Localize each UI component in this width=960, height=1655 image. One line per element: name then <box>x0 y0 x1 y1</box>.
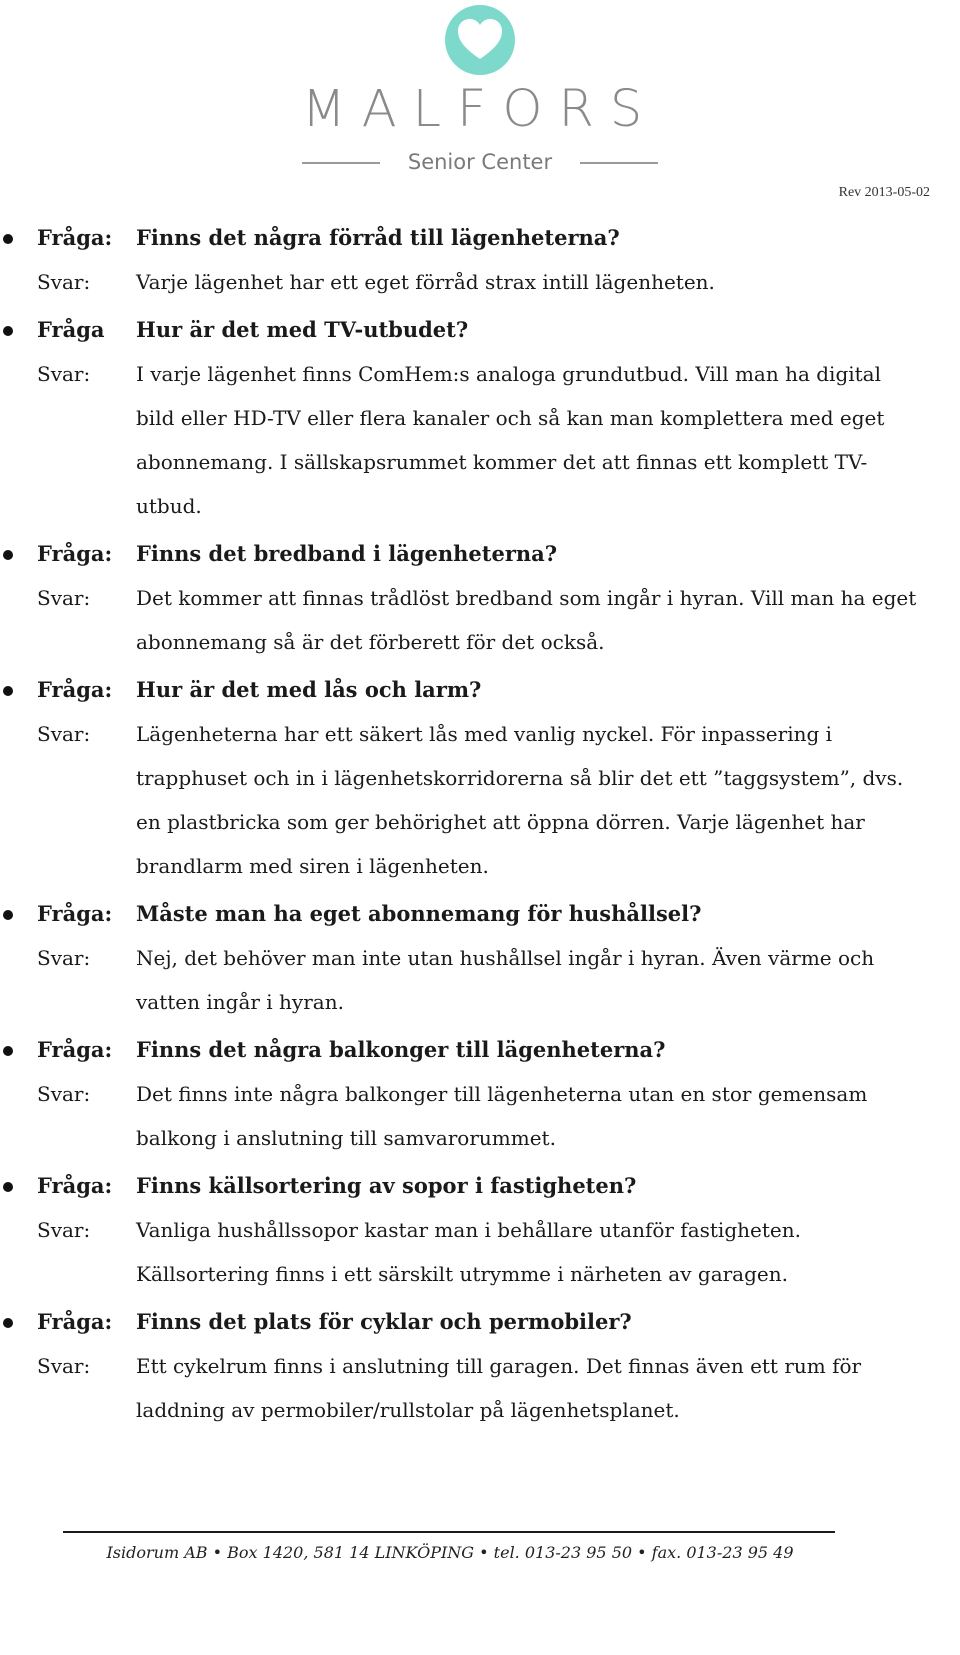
answer-text: Det finns inte några balkonger till lägenheterna utan en stor gemensam balkong i anslutning till samvarorummet. <box>136 1082 868 1150</box>
logo-subtitle-row <box>300 147 660 177</box>
question-label: Fråga: <box>37 901 113 926</box>
answer-label: Svar: <box>37 722 91 746</box>
question-label: Fråga: <box>37 1309 113 1334</box>
faq-answer-row <box>0 936 960 1024</box>
bullet-icon <box>3 686 13 696</box>
question-label: Fråga: <box>37 1037 113 1062</box>
bullet-icon <box>3 910 13 920</box>
answer-text: Ett cykelrum finns i anslutning till garagen. Det finnas även ett rum för laddning av permobiler/rullstolar på lägenhetsplanet. <box>136 1354 862 1422</box>
question-text: Finns källsortering av sopor i fastigheten? <box>136 1173 637 1198</box>
faq-question-row <box>0 1164 960 1208</box>
question-label: Fråga <box>37 317 105 342</box>
answer-label: Svar: <box>37 946 91 970</box>
question-label: Fråga: <box>37 541 113 566</box>
faq-item <box>0 1028 960 1160</box>
question-text: Finns det några förråd till lägenheterna? <box>136 225 620 250</box>
question-text: Finns det plats för cyklar och permobiler? <box>136 1309 632 1334</box>
faq-item <box>0 668 960 888</box>
question-text: Finns det några balkonger till lägenheterna? <box>136 1037 666 1062</box>
answer-text: I varje lägenhet finns ComHem:s analoga grundutbud. Vill man ha digital bild eller HD-TV eller flera kanaler och så kan man komplettera med eget abonnemang. I sällskapsrummet kommer det att finnas ett komplett TV-utbud. <box>136 362 885 518</box>
answer-label: Svar: <box>37 1082 91 1106</box>
faq-question-row <box>0 668 960 712</box>
faq-answer-row <box>0 260 960 304</box>
answer-label: Svar: <box>37 362 91 386</box>
question-label: Fråga: <box>37 225 113 250</box>
faq-list <box>0 216 960 1436</box>
bullet-icon <box>3 234 13 244</box>
faq-question-row <box>0 532 960 576</box>
question-text: Måste man ha eget abonnemang för hushållsel? <box>136 901 702 926</box>
bullet-icon <box>3 1046 13 1056</box>
faq-question-row <box>0 1300 960 1344</box>
answer-text: Lägenheterna har ett säkert lås med vanlig nyckel. För inpassering i trapphuset och in i lägenhetskorridorerna så blir det ett ”taggsystem”, dvs. en plastbricka som ger behörighet att öppna dörren. Varje lägenhet har brandlarm med siren i lägenheten. <box>136 722 904 878</box>
question-label: Fråga: <box>37 677 113 702</box>
answer-label: Svar: <box>37 586 91 610</box>
faq-answer-row <box>0 712 960 888</box>
faq-answer-row <box>0 352 960 528</box>
answer-text: Det kommer att finnas trådlöst bredband som ingår i hyran. Vill man ha eget abonnemang så är det förberett för det också. <box>136 586 917 654</box>
answer-text: Vanliga hushållssopor kastar man i behållare utanför fastigheten. Källsortering finns i ett särskilt utrymme i närheten av garagen. <box>136 1218 801 1286</box>
answer-text: Nej, det behöver man inte utan hushållsel ingår i hyran. Även värme och vatten ingår i hyran. <box>136 946 875 1014</box>
answer-text: Varje lägenhet har ett eget förråd strax intill lägenheten. <box>136 270 715 294</box>
faq-item <box>0 532 960 664</box>
answer-label: Svar: <box>37 1218 91 1242</box>
faq-item <box>0 216 960 304</box>
bullet-icon <box>3 1318 13 1328</box>
faq-item <box>0 892 960 1024</box>
company-logo <box>300 0 660 180</box>
answer-label: Svar: <box>37 1354 91 1378</box>
logo-divider-right <box>580 162 658 164</box>
question-text: Hur är det med TV-utbudet? <box>136 317 469 342</box>
faq-item <box>0 308 960 528</box>
heart-logo-icon <box>444 4 516 76</box>
bullet-icon <box>3 1182 13 1192</box>
footer-divider <box>63 1531 835 1533</box>
faq-answer-row <box>0 576 960 664</box>
bullet-icon <box>3 550 13 560</box>
bullet-icon <box>3 326 13 336</box>
faq-question-row <box>0 892 960 936</box>
faq-question-row <box>0 216 960 260</box>
faq-answer-row <box>0 1344 960 1432</box>
faq-item <box>0 1164 960 1296</box>
answer-label: Svar: <box>37 270 91 294</box>
footer-contact: Isidorum AB • Box 1420, 581 14 LINKÖPING • tel. 013-23 95 50 • fax. 013-23 95 49 <box>106 1543 794 1562</box>
question-text: Hur är det med lås och larm? <box>136 677 482 702</box>
faq-item <box>0 1300 960 1432</box>
faq-answer-row <box>0 1208 960 1296</box>
faq-question-row <box>0 1028 960 1072</box>
question-text: Finns det bredband i lägenheterna? <box>136 541 558 566</box>
faq-question-row <box>0 308 960 352</box>
revision-date: Rev 2013-05-02 <box>838 185 930 200</box>
faq-answer-row <box>0 1072 960 1160</box>
question-label: Fråga: <box>37 1173 113 1198</box>
logo-subtitle: Senior Center <box>407 150 553 174</box>
logo-wordmark: MALFORS <box>301 80 659 139</box>
